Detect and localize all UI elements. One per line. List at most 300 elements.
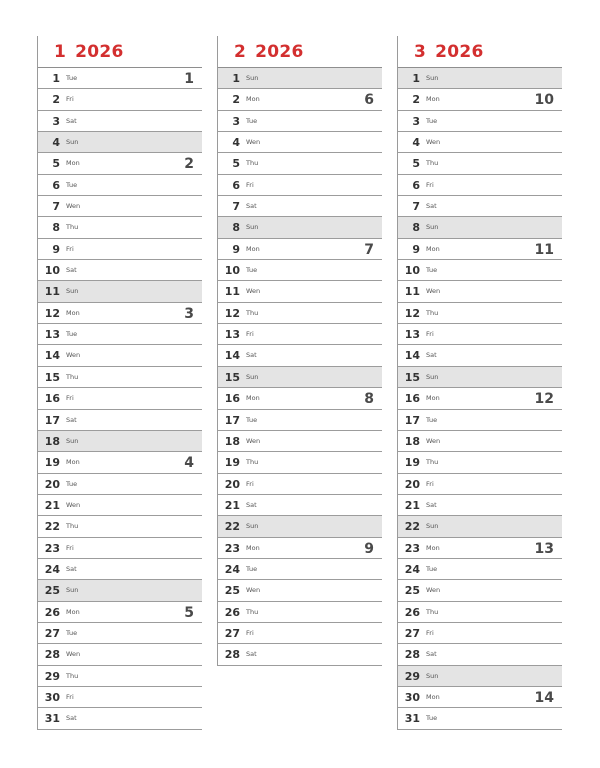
day-number: 11 [224, 285, 240, 299]
weekday-label: Sun [426, 74, 439, 82]
day-row [218, 196, 382, 217]
day-row [218, 260, 382, 281]
weekday-label: Sun [426, 223, 439, 232]
day-number: 28 [224, 648, 240, 662]
day-number: 14 [224, 349, 240, 363]
day-number: 1 [232, 72, 240, 85]
weekday-label: Tue [66, 180, 78, 189]
month-header [38, 36, 202, 68]
day-number: 1 [52, 72, 60, 85]
day-row [218, 345, 382, 366]
weekday-label: Mon [246, 394, 260, 403]
weekday-label: Thu [246, 308, 259, 317]
week-number: 3 [184, 305, 194, 322]
day-number: 11 [404, 285, 420, 299]
day-number: 24 [44, 562, 60, 576]
day-number: 26 [224, 605, 240, 619]
day-row [38, 345, 202, 366]
weekday-label: Fri [426, 479, 434, 488]
day-number: 2 [232, 93, 240, 107]
week-number: 1 [184, 71, 194, 87]
week-number: 14 [534, 689, 554, 706]
weekday-label: Wen [246, 138, 261, 147]
day-row [218, 175, 382, 196]
day-row [398, 559, 562, 580]
day-row [38, 153, 202, 174]
day-row [218, 303, 382, 324]
day-number: 5 [232, 157, 240, 171]
day-row [38, 388, 202, 409]
month-year: 2026 [255, 41, 304, 62]
weekday-label: Thu [426, 308, 439, 317]
day-row [38, 111, 202, 132]
week-number: 13 [534, 540, 554, 557]
weekday-label: Sun [426, 671, 439, 680]
day-number: 3 [232, 114, 240, 128]
day-row [398, 495, 562, 516]
day-number: 15 [224, 370, 240, 384]
weekday-label: Fri [426, 628, 434, 637]
day-row [398, 239, 562, 260]
weekday-label: Wen [246, 287, 261, 296]
weekday-label: Sat [426, 351, 437, 360]
weekday-label: Wen [426, 436, 441, 445]
day-number: 24 [224, 562, 240, 576]
day-row [38, 495, 202, 516]
day-number: 18 [44, 434, 60, 448]
weekday-label: Tue [66, 330, 78, 339]
weekday-label: Fri [246, 479, 254, 488]
month-number: 2 [234, 41, 247, 62]
day-row [38, 367, 202, 388]
day-row [398, 687, 562, 708]
day-number: 30 [44, 690, 60, 704]
day-number: 7 [412, 200, 420, 214]
day-number: 10 [404, 264, 420, 278]
day-number: 22 [404, 520, 420, 534]
day-number: 19 [44, 456, 60, 470]
weekday-label: Fri [66, 394, 74, 403]
day-row [398, 367, 562, 388]
day-row [398, 111, 562, 132]
day-number: 21 [224, 498, 240, 512]
month-title [234, 42, 304, 62]
day-row [38, 708, 202, 729]
week-number: 12 [534, 391, 554, 408]
day-number: 20 [224, 477, 240, 491]
day-row [398, 580, 562, 601]
weekday-label: Sat [66, 266, 77, 275]
weekday-label: Sat [246, 202, 257, 211]
weekday-label: Mon [426, 543, 440, 552]
weekday-label: Mon [66, 159, 80, 168]
day-number: 27 [404, 626, 420, 640]
day-number: 3 [52, 114, 60, 128]
month-year: 2026 [435, 41, 484, 62]
weekday-label: Tue [426, 564, 438, 573]
day-number: 30 [404, 690, 420, 704]
day-row [38, 410, 202, 431]
day-row [218, 89, 382, 110]
day-row [38, 623, 202, 644]
day-row [398, 89, 562, 110]
day-number: 10 [224, 264, 240, 278]
day-number: 6 [232, 178, 240, 192]
week-number: 10 [534, 92, 554, 109]
day-row [218, 495, 382, 516]
day-row [38, 431, 202, 452]
day-row [218, 602, 382, 623]
month-header [218, 36, 382, 68]
day-row [398, 410, 562, 431]
weekday-label: Wen [246, 436, 261, 445]
day-row [218, 580, 382, 601]
weekday-label: Thu [66, 372, 79, 381]
day-number: 18 [404, 434, 420, 448]
weekday-label: Thu [246, 159, 259, 168]
day-row [218, 132, 382, 153]
day-row [398, 708, 562, 729]
day-row [218, 452, 382, 473]
weekday-label: Sat [66, 564, 77, 573]
weekday-label: Mon [66, 458, 80, 467]
day-number: 12 [404, 306, 420, 320]
day-number: 16 [224, 392, 240, 406]
day-row [398, 602, 562, 623]
weekday-label: Mon [426, 95, 440, 104]
day-number: 13 [44, 328, 60, 342]
day-row [218, 623, 382, 644]
weekday-label: Wen [246, 586, 261, 595]
day-row [38, 687, 202, 708]
day-number: 8 [232, 221, 240, 235]
day-number: 9 [412, 242, 420, 256]
weekday-label: Mon [66, 308, 80, 317]
weekday-label: Sat [246, 351, 257, 360]
weekday-label: Mon [246, 244, 260, 253]
weekday-label: Sat [426, 202, 437, 211]
day-number: 16 [44, 392, 60, 406]
week-number: 11 [534, 241, 554, 258]
day-row [38, 175, 202, 196]
weekday-label: Sat [246, 500, 257, 509]
weekday-label: Tue [66, 479, 78, 488]
day-number: 15 [404, 370, 420, 384]
weekday-label: Thu [246, 458, 259, 467]
weekday-label: Sat [426, 500, 437, 509]
day-row [398, 281, 562, 302]
day-row [218, 281, 382, 302]
day-row [38, 324, 202, 345]
day-row [38, 516, 202, 537]
day-row [218, 644, 382, 665]
weekday-label: Sun [426, 522, 439, 531]
day-number: 4 [232, 136, 240, 150]
day-row [38, 303, 202, 324]
weekday-label: Thu [426, 607, 439, 616]
weekday-label: Sun [246, 223, 259, 232]
day-row [38, 217, 202, 238]
weekday-label: Fri [66, 95, 74, 104]
day-number: 29 [404, 669, 420, 683]
weekday-label: Tue [246, 116, 258, 125]
weekday-label: Sat [66, 116, 77, 125]
day-row [38, 644, 202, 665]
day-number: 17 [44, 413, 60, 427]
day-number: 27 [224, 626, 240, 640]
day-row [38, 132, 202, 153]
day-row [38, 452, 202, 473]
day-number: 23 [44, 541, 60, 555]
day-row [218, 111, 382, 132]
month-column-march [397, 36, 562, 730]
weekday-label: Wen [66, 500, 81, 509]
day-row [398, 345, 562, 366]
day-row [398, 623, 562, 644]
day-list [218, 68, 382, 666]
day-number: 27 [44, 626, 60, 640]
weekday-label: Sun [66, 586, 79, 595]
weekday-label: Wen [66, 202, 81, 211]
weekday-label: Mon [426, 692, 440, 701]
day-row [398, 68, 562, 89]
weekday-label: Tue [246, 415, 258, 424]
weekday-label: Tue [426, 714, 438, 723]
day-row [218, 217, 382, 238]
day-row [398, 175, 562, 196]
weekday-label: Sun [246, 74, 259, 82]
day-number: 25 [404, 584, 420, 598]
weekday-label: Wen [426, 287, 441, 296]
day-number: 31 [44, 712, 60, 726]
week-number: 6 [364, 92, 374, 109]
weekday-label: Fri [66, 244, 74, 253]
day-row [38, 196, 202, 217]
day-row [218, 68, 382, 89]
day-number: 2 [52, 93, 60, 107]
day-row [218, 388, 382, 409]
weekday-label: Sun [66, 287, 79, 296]
weekday-label: Sat [426, 650, 437, 659]
day-row [398, 217, 562, 238]
day-row [218, 324, 382, 345]
week-number: 9 [364, 540, 374, 557]
month-header [398, 36, 562, 68]
day-number: 16 [404, 392, 420, 406]
weekday-label: Tue [246, 564, 258, 573]
week-number: 7 [364, 241, 374, 258]
day-row [38, 666, 202, 687]
day-list [398, 68, 562, 730]
weekday-label: Wen [66, 351, 81, 360]
day-row [398, 324, 562, 345]
week-number: 2 [184, 156, 194, 173]
weekday-label: Sun [246, 522, 259, 531]
weekday-label: Thu [66, 223, 79, 232]
weekday-label: Wen [426, 586, 441, 595]
day-number: 26 [44, 605, 60, 619]
day-row [218, 153, 382, 174]
day-row [38, 260, 202, 281]
day-number: 21 [404, 498, 420, 512]
week-number: 4 [184, 455, 194, 472]
month-year: 2026 [75, 41, 124, 62]
weekday-label: Tue [426, 116, 438, 125]
day-number: 17 [224, 413, 240, 427]
day-number: 3 [412, 114, 420, 128]
day-row [218, 431, 382, 452]
month-title [414, 42, 484, 62]
day-number: 29 [44, 669, 60, 683]
day-row [38, 89, 202, 110]
day-number: 10 [44, 264, 60, 278]
day-number: 18 [224, 434, 240, 448]
weekday-label: Thu [66, 522, 79, 531]
weekday-label: Fri [246, 180, 254, 189]
day-number: 17 [404, 413, 420, 427]
day-number: 9 [232, 242, 240, 256]
day-number: 9 [52, 242, 60, 256]
month-title [54, 42, 124, 62]
day-row [38, 474, 202, 495]
weekday-label: Fri [246, 628, 254, 637]
weekday-label: Mon [426, 394, 440, 403]
day-row [398, 431, 562, 452]
week-number: 8 [364, 391, 374, 408]
day-row [38, 602, 202, 623]
day-row [218, 239, 382, 260]
day-number: 15 [44, 370, 60, 384]
weekday-label: Fri [426, 330, 434, 339]
day-row [38, 239, 202, 260]
weekday-label: Sat [66, 415, 77, 424]
day-number: 7 [52, 200, 60, 214]
day-row [398, 196, 562, 217]
day-number: 12 [44, 306, 60, 320]
weekday-label: Sun [426, 372, 439, 381]
day-row [398, 666, 562, 687]
day-number: 25 [44, 584, 60, 598]
day-number: 28 [404, 648, 420, 662]
day-row [38, 538, 202, 559]
weekday-label: Tue [426, 415, 438, 424]
day-number: 5 [412, 157, 420, 171]
day-number: 13 [404, 328, 420, 342]
week-number: 5 [184, 604, 194, 621]
day-number: 4 [412, 136, 420, 150]
weekday-label: Sat [66, 714, 77, 723]
weekday-label: Wen [426, 138, 441, 147]
weekday-label: Sat [246, 650, 257, 659]
weekday-label: Mon [426, 244, 440, 253]
day-row [398, 153, 562, 174]
day-number: 6 [412, 178, 420, 192]
weekday-label: Thu [66, 671, 79, 680]
day-number: 26 [404, 605, 420, 619]
day-number: 22 [44, 520, 60, 534]
day-number: 8 [52, 221, 60, 235]
day-number: 23 [224, 541, 240, 555]
month-number: 1 [54, 41, 67, 62]
day-row [398, 644, 562, 665]
day-row [218, 516, 382, 537]
day-number: 12 [224, 306, 240, 320]
day-number: 8 [412, 221, 420, 235]
day-number: 20 [404, 477, 420, 491]
day-row [38, 580, 202, 601]
day-number: 22 [224, 520, 240, 534]
day-row [398, 132, 562, 153]
weekday-label: Fri [426, 180, 434, 189]
day-row [218, 559, 382, 580]
day-row [218, 538, 382, 559]
day-number: 14 [404, 349, 420, 363]
weekday-label: Tue [66, 74, 78, 82]
day-number: 1 [412, 72, 420, 85]
weekday-label: Thu [426, 458, 439, 467]
day-number: 6 [52, 178, 60, 192]
weekday-label: Tue [246, 266, 258, 275]
day-row [38, 559, 202, 580]
weekday-label: Tue [426, 266, 438, 275]
day-row [398, 452, 562, 473]
day-number: 5 [52, 157, 60, 171]
month-number: 3 [414, 41, 427, 62]
day-row [398, 388, 562, 409]
weekday-label: Fri [246, 330, 254, 339]
day-number: 20 [44, 477, 60, 491]
day-number: 4 [52, 136, 60, 150]
day-row [398, 538, 562, 559]
day-row [398, 516, 562, 537]
day-number: 13 [224, 328, 240, 342]
day-row [218, 474, 382, 495]
weekday-label: Mon [66, 607, 80, 616]
day-number: 7 [232, 200, 240, 214]
day-number: 14 [44, 349, 60, 363]
day-list [38, 68, 202, 730]
day-number: 25 [224, 584, 240, 598]
day-row [38, 68, 202, 89]
day-number: 28 [44, 648, 60, 662]
day-number: 19 [404, 456, 420, 470]
weekday-label: Thu [246, 607, 259, 616]
day-number: 31 [404, 712, 420, 726]
weekday-label: Fri [66, 543, 74, 552]
weekday-label: Sun [246, 372, 259, 381]
day-row [38, 281, 202, 302]
weekday-label: Sun [66, 138, 79, 147]
day-row [398, 474, 562, 495]
day-number: 21 [44, 498, 60, 512]
day-number: 24 [404, 562, 420, 576]
weekday-label: Mon [246, 543, 260, 552]
day-number: 2 [412, 93, 420, 107]
weekday-label: Sun [66, 436, 79, 445]
month-column-january [37, 36, 202, 730]
day-row [218, 367, 382, 388]
day-number: 11 [44, 285, 60, 299]
day-row [398, 303, 562, 324]
weekday-label: Wen [66, 650, 81, 659]
day-number: 23 [404, 541, 420, 555]
weekday-label: Mon [246, 95, 260, 104]
day-row [218, 410, 382, 431]
weekday-label: Tue [66, 628, 78, 637]
day-row [398, 260, 562, 281]
month-column-february [217, 36, 382, 666]
weekday-label: Fri [66, 692, 74, 701]
